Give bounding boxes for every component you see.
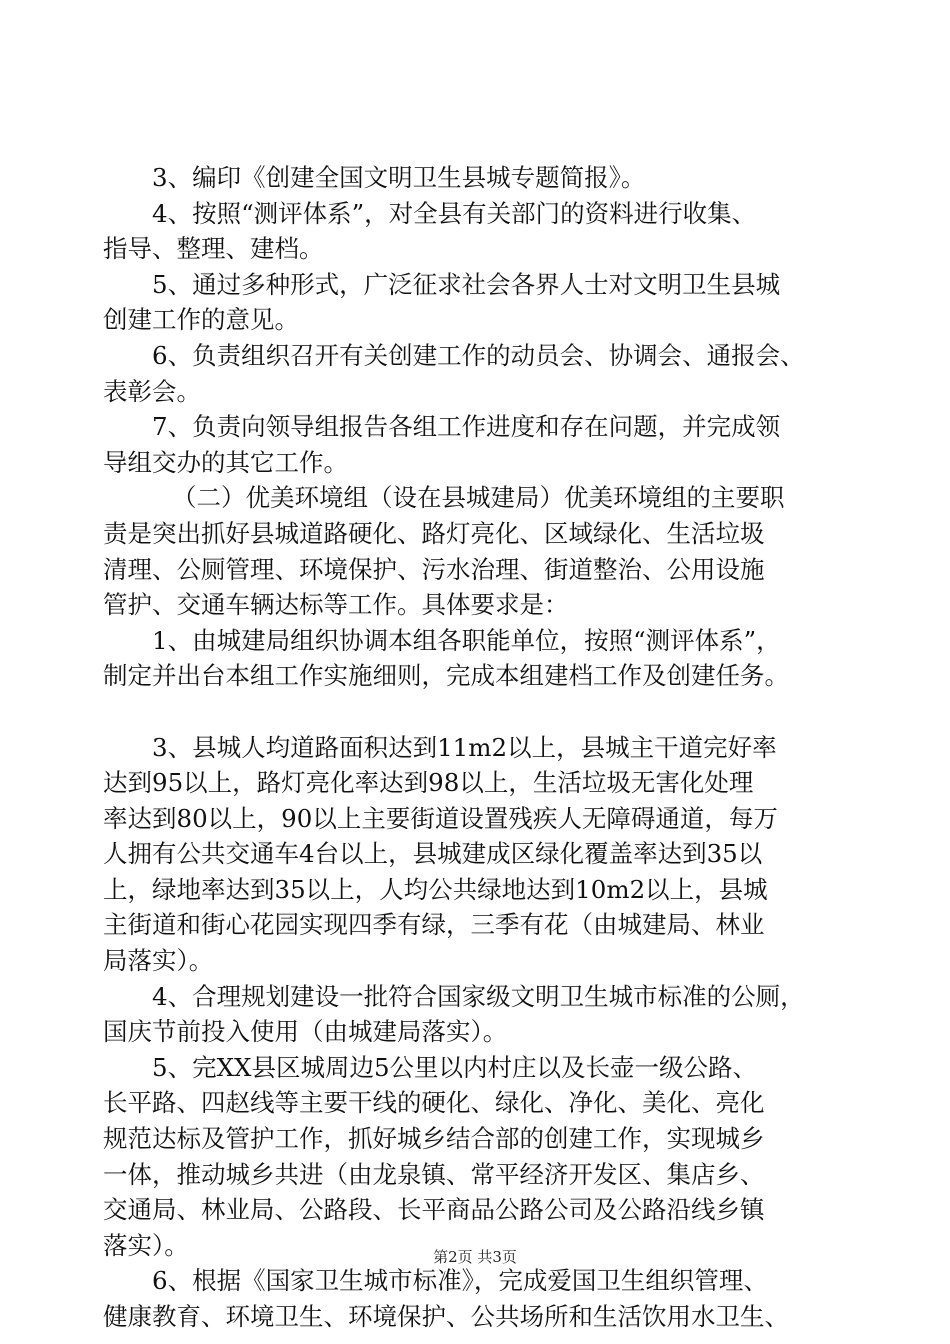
paragraph-line: 落实）。 <box>103 1230 189 1260</box>
paragraph-line: 5、通过多种形式，广泛征求社会各界人士对文明卫生县城 <box>152 269 781 299</box>
paragraph-line: 指导、整理、建档。 <box>103 234 324 264</box>
paragraph-line: 责是突出抓好县城道路硬化、路灯亮化、区域绿化、生活垃圾 <box>103 518 765 548</box>
paragraph-line: 规范达标及管护工作，抓好城乡结合部的创建工作，实现城乡 <box>103 1124 765 1154</box>
page-number-footer: 第2页 共3页 <box>433 1248 517 1266</box>
paragraph-line: 上，绿地率达到35以上，人均公共绿地达到10m2以上，县城 <box>103 874 768 904</box>
paragraph-line: 3、编印《创建全国文明卫生县城专题简报》。 <box>152 163 646 192</box>
paragraph-line: 6、根据《国家卫生城市标准》，完成爱国卫生组织管理、 <box>152 1266 768 1296</box>
paragraph-line: 6、负责组织召开有关创建工作的动员会、协调会、通报会、 <box>152 340 805 370</box>
paragraph-line: 达到95以上，路灯亮化率达到98以上，生活垃圾无害化处理 <box>103 768 754 798</box>
section-heading-line: （二）优美环境组（设在县城建局）优美环境组的主要职 <box>172 483 785 513</box>
paragraph-line: 一体，推动城乡共进（由龙泉镇、常平经济开发区、集店乡、 <box>103 1159 765 1189</box>
paragraph-line: 制定并出台本组工作实施细则，完成本组建档工作及创建任务。 <box>103 661 789 691</box>
paragraph-line: 率达到80以上，90以上主要街道设置残疾人无障碍通道，每万 <box>103 803 778 833</box>
paragraph-line: 局落实）。 <box>103 946 214 976</box>
paragraph-line: 国庆节前投入使用（由城建局落实）。 <box>103 1017 508 1047</box>
paragraph-line: 5、完XX县区城周边5公里以内村庄以及长壶一级公路、 <box>152 1052 758 1082</box>
blank-line <box>103 694 863 730</box>
document-body <box>103 160 863 1335</box>
paragraph-line: 3、县城人均道路面积达到11m2以上，县城主干道完好率 <box>152 732 777 762</box>
paragraph-line: 人拥有公共交通车4台以上，县城建成区绿化覆盖率达到35以 <box>103 839 763 869</box>
paragraph-line: 长平路、四赵线等主要干线的硬化、绿化、净化、美化、亮化 <box>103 1088 765 1118</box>
paragraph-line: 4、合理规划建设一批符合国家级文明卫生城市标准的公厕， <box>152 981 805 1011</box>
paragraph-line: 导组交办的其它工作。 <box>103 447 348 477</box>
paragraph-line: 1、由城建局组织协调本组各职能单位，按照“测评体系”， <box>152 625 781 655</box>
paragraph-line: 管护、交通车辆达标等工作。具体要求是： <box>103 590 569 620</box>
paragraph-line: 健康教育、环境卫生、环境保护、公共场所和生活饮用水卫生、 <box>103 1302 789 1331</box>
paragraph-line: 7、负责向领导组报告各组工作进度和存在问题，并完成领 <box>152 412 781 442</box>
paragraph-line: 表彰会。 <box>103 376 201 406</box>
paragraph-line: 主街道和街心花园实现四季有绿，三季有花（由城建局、林业 <box>103 910 765 940</box>
paragraph-line: 4、按照“测评体系”，对全县有关部门的资料进行收集、 <box>152 198 757 228</box>
paragraph-line: 创建工作的意见。 <box>103 305 299 335</box>
paragraph-line: 交通局、林业局、公路段、长平商品公路公司及公路沿线乡镇 <box>103 1195 765 1225</box>
paragraph-line: 清理、公厕管理、环境保护、污水治理、街道整治、公用设施 <box>103 554 765 584</box>
